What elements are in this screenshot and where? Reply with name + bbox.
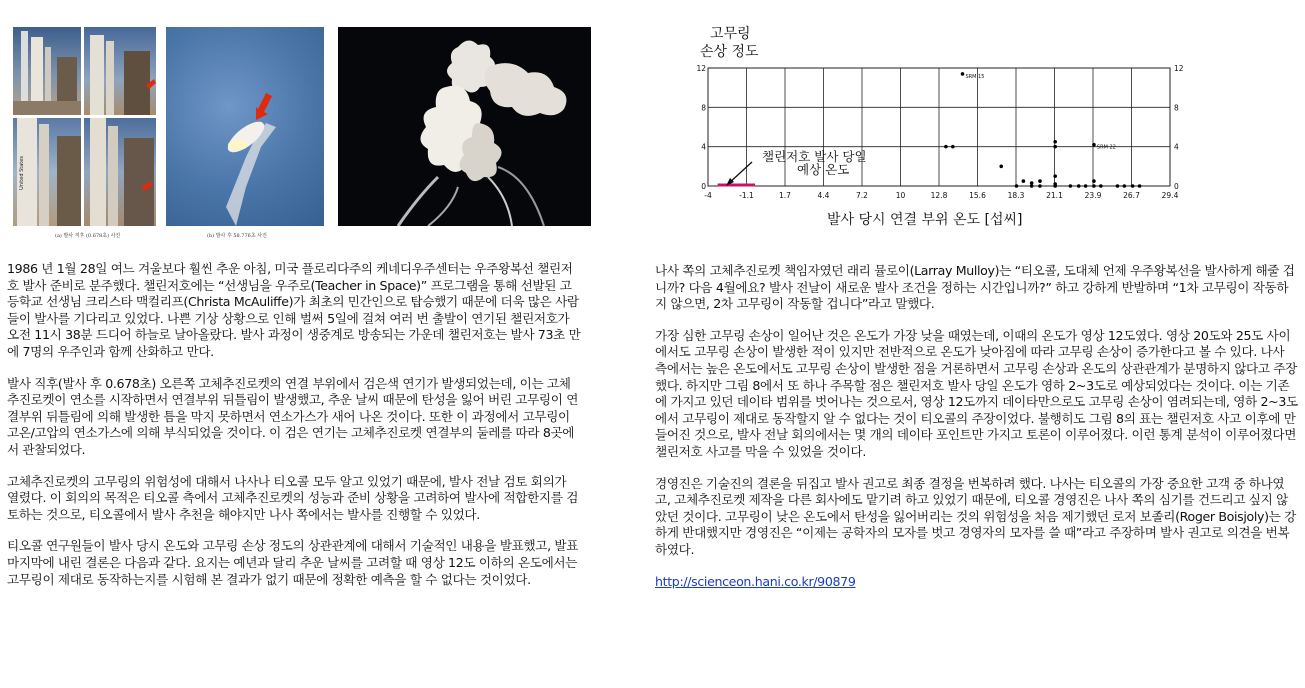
- data-point: [1092, 143, 1096, 147]
- data-point: [1077, 184, 1081, 188]
- vehicle-label: United States: [18, 156, 25, 190]
- x-tick-label: 12.8: [930, 191, 948, 200]
- data-point: [1116, 184, 1120, 188]
- data-point: [1123, 184, 1127, 188]
- y-tick-label-right: 12: [1174, 64, 1184, 73]
- y-tick-label-left: 0: [701, 182, 706, 191]
- x-tick-label: 29.4: [1161, 191, 1179, 200]
- data-point: [1053, 140, 1057, 144]
- left-text-column: [7, 261, 581, 603]
- right-paragraph: 나사 쪽의 고체추진로켓 책임자였던 래리 뮬로이(Larray Mulloy)는 “티오콜, 도대체 언제 우주왕복선을 발사하게 해줄 겁니까? 다음 4월에요? 발사 전날이 새로운 발사 조건을 정하는 시간입니까?” 하고 강하게 반발하며 “1차 고무링이 작동하지 않으면, 2차 고무링이 작동할 겁니다”라고 말했다.: [655, 263, 1295, 312]
- left-paragraph: 1986 년 1월 28일 여느 겨울보다 훨씬 추운 아침, 미국 플로리다주의 케네디우주센터는 우주왕복선 챌린저호 발사 준비로 분주했다. 챌린저호에는 “선생님을 우주로(Teacher in Space)” 프로그램을 통해 선발된 고등학교 선생님 크리스타 맥컬리프(Christa McAuliffe)가 최초의 민간인으로 탑승했기 때문에 더욱 많은 사람들이 발사를 기다리고 있었다. 나쁜 기상 상황으로 인해 벌써 5일에 걸쳐 여러 번 출발이 연기된 챌린저호가 오전 11시 38분 드디어 하늘로 날아올랐다. 발사 과정이 생중계로 방송되는 가운데 챌린저호는 발사 73초 만에 7명의 우주인과 함께 산화하고 만다.: [7, 261, 581, 359]
- data-point: [1138, 184, 1142, 188]
- oring-damage-chart: [680, 10, 1200, 242]
- data-point: [1022, 179, 1026, 183]
- x-tick-label: 4.4: [817, 191, 830, 200]
- data-point: [1015, 184, 1019, 188]
- data-point: [1069, 184, 1073, 188]
- y-tick-label-left: 4: [701, 142, 706, 152]
- y-tick-label-left: 8: [701, 103, 706, 113]
- annotation-line1: 챌린저호 발사 당일: [762, 149, 867, 164]
- x-tick-label: 26.7: [1123, 191, 1140, 200]
- launch-photo-top-middle: [84, 27, 156, 115]
- y-tick-label-right: 0: [1174, 182, 1179, 191]
- chart-title-line1: 고무링: [710, 26, 751, 42]
- x-tick-label: 18.3: [1007, 191, 1025, 200]
- data-point: [1099, 184, 1103, 188]
- explosion-photo: [338, 27, 591, 226]
- point-label: SRM 15: [965, 73, 985, 80]
- launch-photo-top-left: [13, 27, 81, 115]
- photo-caption-left: (a) 발사 직후 (0.678초) 사진: [55, 233, 121, 239]
- annotation-line2: 예상 온도: [797, 162, 850, 177]
- launch-photo-bottom-left: [13, 118, 81, 226]
- y-tick-label-right: 4: [1174, 142, 1179, 152]
- x-tick-label: 21.1: [1046, 191, 1063, 200]
- launch-photo-flight: [166, 27, 324, 226]
- left-paragraph: 고체추진로켓의 고무링의 위험성에 대해서 나사나 티오콜 모두 알고 있었기 때문에, 발사 전날 검토 회의가 열렸다. 이 회의의 목적은 티오콜 측에서 고체추진로켓의 성능과 준비 상황을 고려하여 발사에 적합한지를 검토하는 것으로, 티오콜에서 발사 추천을 해야지만 나사 쪽에서는 발사를 진행할 수 있었다.: [7, 473, 579, 522]
- data-point: [1053, 174, 1057, 178]
- chart-x-axis-label: 발사 당시 연결 부위 온도 [섭씨]: [827, 212, 1023, 228]
- x-tick-label: -4: [704, 191, 712, 200]
- left-paragraph: 티오콜 연구원들이 발사 당시 온도와 고무링 손상 정도의 상관관계에 대해서 기술적인 내용을 발표했고, 발표 마지막에 내린 결론은 다음과 같다. 요지는 예년과 달리 추운 날씨를 고려할 때 영상 12도 이하의 온도에서는 고무링이 제대로 동작하는지를 시험해 본 결과가 없기 때문에 정확한 예측을 할 수 없다는 것이었다.: [7, 538, 579, 587]
- y-tick-label-right: 8: [1174, 103, 1179, 113]
- data-point: [1038, 179, 1042, 183]
- arrow-marker-icon: [256, 93, 272, 120]
- data-point: [1092, 179, 1096, 183]
- data-point: [1053, 184, 1057, 188]
- x-tick-label: 23.9: [1084, 191, 1102, 200]
- photo-caption-right: (b) 발사 후 58.776초 사진: [207, 233, 267, 239]
- x-tick-label: -1.1: [739, 191, 754, 200]
- right-paragraph: 경영진은 기술진의 결론을 뒤집고 발사 권고로 최종 결정을 번복하려 했다. 나사는 티오콜의 가장 중요한 고객 중 하나였고, 고체추진로켓 제작을 다른 회사에도 맡기려 하고 있었기 때문에, 티오콜 경영진은 나사 쪽의 심기를 건드리고 싶지 않았던 것이다. 고무링이 낮은 온도에서 탄성을 잃어버리는 것의 위험성을 처음 제기했던 로저 보졸리(Roger Boisjoly)는 강하게 반대했지만 경영진은 “이제는 공학자의 모자를 벗고 경영자의 모자를 쓸 때”라고 주장하며 발사 권고로 의견을 번복하였다.: [655, 475, 1296, 557]
- chart-title-line2: 손상 정도: [700, 44, 759, 60]
- data-point: [944, 145, 948, 149]
- x-tick-label: 10: [895, 191, 906, 200]
- x-tick-label: 1.7: [779, 191, 791, 200]
- right-text-column: [655, 263, 1299, 605]
- data-point: [1030, 184, 1034, 188]
- data-point: [999, 165, 1003, 169]
- data-point: [1084, 184, 1088, 188]
- data-point: [1053, 145, 1057, 149]
- x-tick-label: 7.2: [856, 191, 868, 200]
- data-point: [1092, 184, 1096, 188]
- point-label: SRM 22: [1096, 144, 1116, 151]
- data-point: [1038, 184, 1042, 188]
- source-link[interactable]: http://scienceon.hani.co.kr/90879: [655, 573, 856, 589]
- y-tick-label-left: 12: [696, 64, 706, 73]
- left-paragraph: 발사 직후(발사 후 0.678초) 오른쪽 고체추진로켓의 연결 부위에서 검은색 연기가 발생되었는데, 이는 고체추진로켓이 연소를 시작하면서 연결부위 뒤틀림이 발생했고, 추운 날씨 때문에 탄성을 잃어 버린 고무링이 연결부위 뒤틀림에 의해 발생한 틈을 막지 못하면서 연소가스가 새어 나온 것이다. 또한 이 과정에서 고무링이 고온/고압의 연소가스에 의해 부식되었을 것이다. 이 검은 연기는 고체추진로켓 연결부의 둘레를 따라 8곳에서 관찰되었다.: [7, 375, 579, 457]
- data-point: [1131, 184, 1135, 188]
- x-tick-label: 15.6: [969, 191, 986, 200]
- right-paragraph: 가장 심한 고무링 손상이 일어난 것은 온도가 가장 낮을 때였는데, 이때의 온도가 영상 12도였다. 영상 20도와 25도 사이에서도 고무링 손상이 발생한 적이 있지만 전반적으로 온도가 낮아짐에 따라 고무링 손상이 증가한다고 볼 수 있다. 나사 측에서는 높은 온도에서도 고무링 손상이 발생한 점을 거론하면서 고무링 손상과 온도의 상관관계가 분명하지 않다고 주장했다. 하지만 그림 8에서 또 하나 주목할 점은 챌린저호 발사 당일 온도가 영하 2~3도로 예상되었다는 것이다. 이는 기존에 가지고 있던 데이타 범위를 벗어나는 것으로서, 영상 12도까지 데이타만으로도 고무링 손상이 염려되는데, 영하 2~3도에서 고무링이 제대로 동작할지 알 수 없다는 것이 티오콜의 주장이었다. 불행히도 그림 8의 표는 챌린저호 사고 이후에 만들어진 것으로, 발사 전날 회의에서는 몇 개의 데이타 포인트만 가지고 토론이 이루어졌다. 이런 통계 분석이 이루어졌다면 챌린저호 사고를 막을 수 있었을 것이다.: [655, 327, 1298, 459]
- launch-photo-bottom-middle: [84, 118, 156, 226]
- data-point: [951, 145, 955, 149]
- data-point: [961, 72, 965, 76]
